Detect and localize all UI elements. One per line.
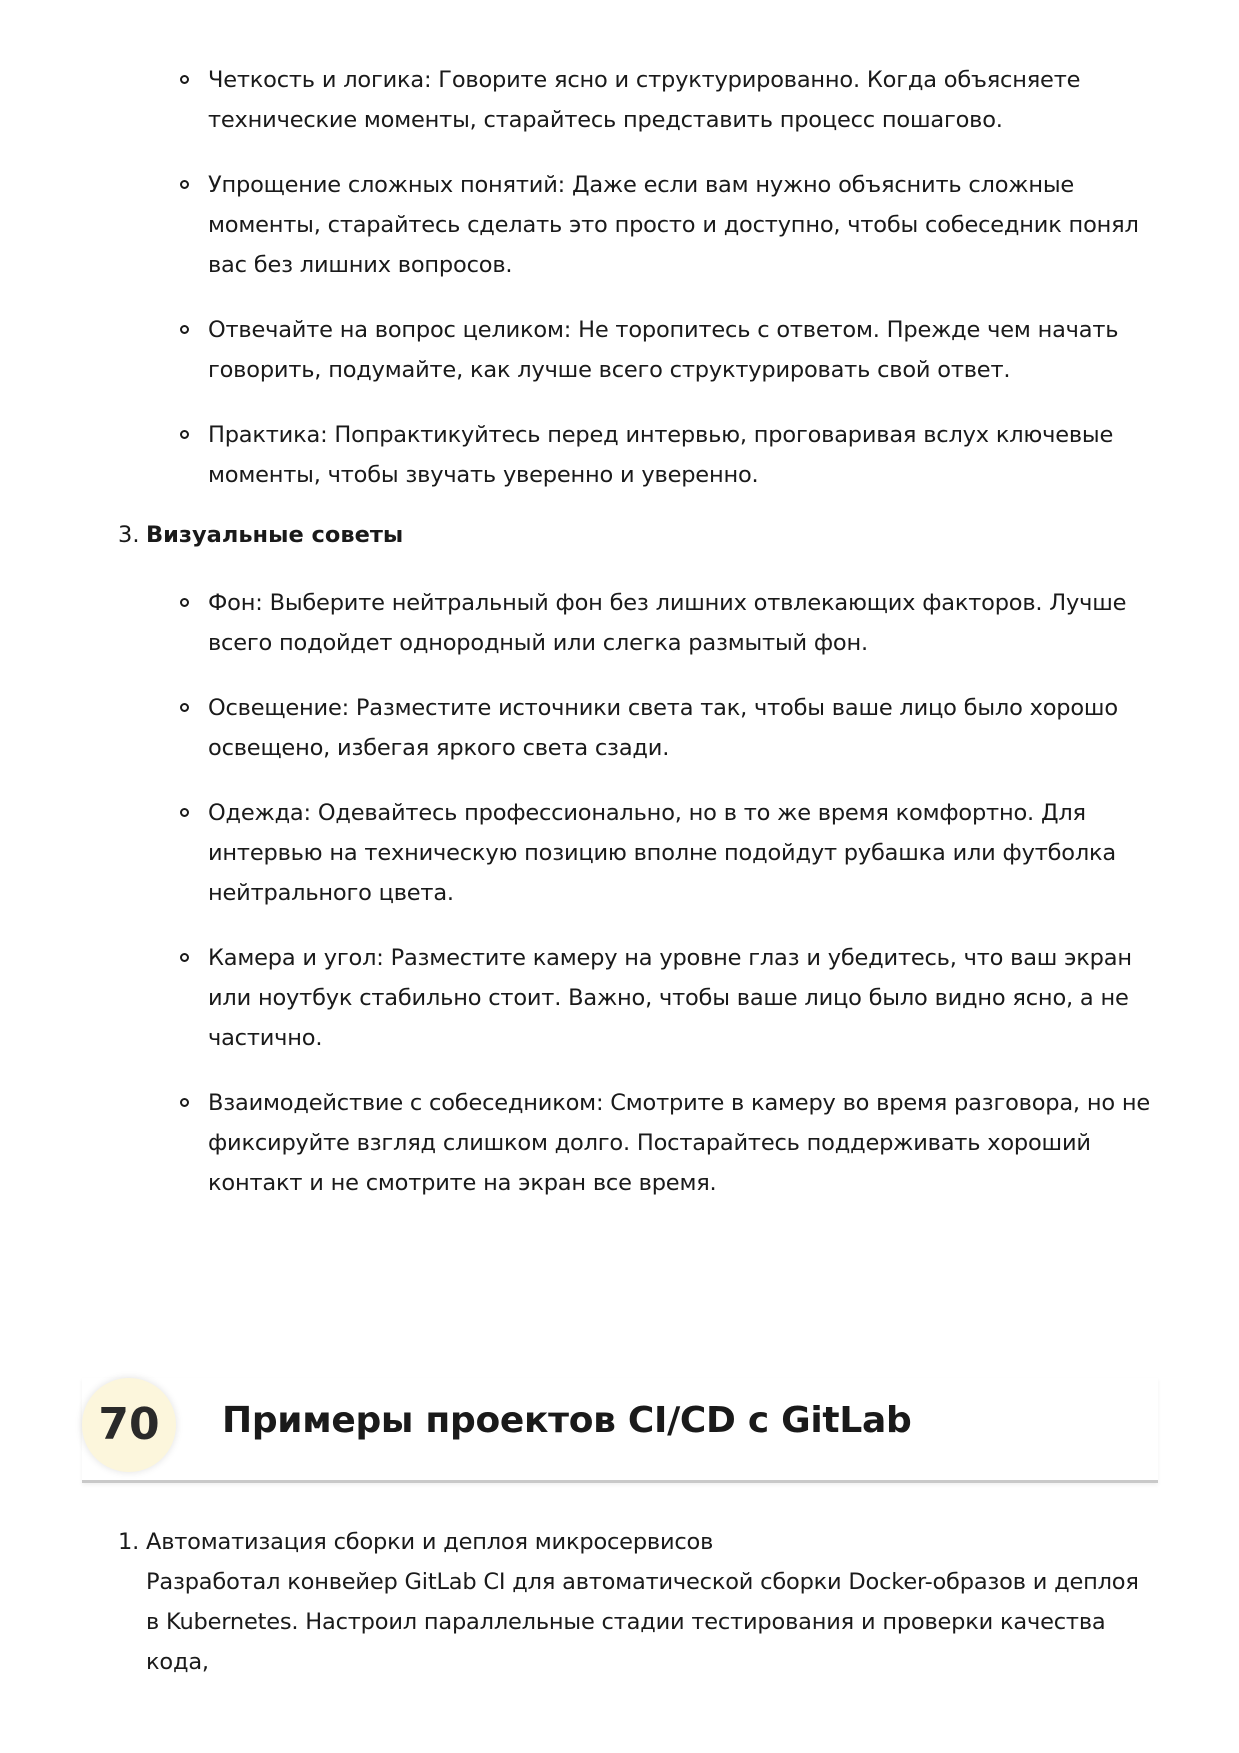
chapter-header	[82, 1378, 1158, 1483]
list-item-text: Практика: Попрактикуйтесь перед интервью, проговаривая вслух ключевые моменты, чтобы звучать уверенно и уверенно.	[208, 422, 1114, 488]
list-item-text: Одежда: Одевайтесь профессионально, но в то же время комфортно. Для интервью на техническую позицию вполне подойдут рубашка или футболка нейтрального цвета.	[208, 800, 1117, 906]
circle-bullet-icon	[180, 1098, 189, 1107]
circle-bullet-icon	[180, 180, 189, 189]
circle-bullet-icon	[180, 325, 189, 334]
circle-bullet-icon	[180, 808, 189, 817]
list-item	[0, 1083, 1158, 1203]
list-item-text: Четкость и логика: Говорите ясно и структурированно. Когда объясняете технические моменты, старайтесь представить процесс пошагово.	[208, 67, 1081, 133]
list-item	[0, 938, 1158, 1058]
section-number: 3.	[118, 522, 140, 548]
circle-bullet-icon	[180, 598, 189, 607]
circle-bullet-icon	[180, 75, 189, 84]
project-description: Разработал конвейер GitLab CI для автоматической сборки Docker-образов и деплоя в Kubernetes. Настроил параллельные стадии тестирования и проверки качества кода,	[146, 1569, 1139, 1675]
visual-tips-list	[0, 583, 1239, 1228]
list-item-text: Упрощение сложных понятий: Даже если вам нужно объяснить сложные моменты, старайтесь сделать это просто и доступно, чтобы собеседник понял вас без лишних вопросов.	[208, 172, 1139, 278]
project-item	[118, 1522, 1158, 1682]
list-item	[0, 165, 1158, 285]
project-number: 1.	[118, 1529, 140, 1555]
list-item-text: Отвечайте на вопрос целиком: Не торопитесь с ответом. Прежде чем начать говорить, подумайте, как лучше всего структурировать свой ответ.	[208, 317, 1119, 383]
communication-tips-list	[0, 60, 1239, 520]
list-item-text: Фон: Выберите нейтральный фон без лишних отвлекающих факторов. Лучше всего подойдет однородный или слегка размытый фон.	[208, 590, 1127, 656]
section-title: Визуальные советы	[146, 522, 404, 548]
list-item	[0, 793, 1158, 913]
list-item-text: Камера и угол: Разместите камеру на уровне глаз и убедитесь, что ваш экран или ноутбук стабильно стоит. Важно, чтобы ваше лицо было видно ясно, а не частично.	[208, 945, 1132, 1051]
list-item-text: Взаимодействие с собеседником: Смотрите в камеру во время разговора, но не фиксируйте взгляд слишком долго. Постарайтесь поддерживать хороший контакт и не смотрите на экран все время.	[208, 1090, 1151, 1196]
circle-bullet-icon	[180, 703, 189, 712]
list-item	[0, 60, 1158, 140]
circle-bullet-icon	[180, 953, 189, 962]
project-title: Автоматизация сборки и деплоя микросервисов	[146, 1529, 714, 1555]
list-item	[0, 583, 1158, 663]
project-body	[118, 1522, 1158, 1682]
list-item	[0, 310, 1158, 390]
list-item	[0, 415, 1158, 495]
chapter-title: Примеры проектов CI/CD с GitLab	[222, 1400, 912, 1441]
chapter-number-badge: 70	[82, 1378, 176, 1472]
list-item-text: Освещение: Разместите источники света так, чтобы ваше лицо было хорошо освещено, избегая яркого света сзади.	[208, 695, 1118, 761]
circle-bullet-icon	[180, 430, 189, 439]
list-item	[0, 688, 1158, 768]
section-heading	[118, 515, 403, 555]
